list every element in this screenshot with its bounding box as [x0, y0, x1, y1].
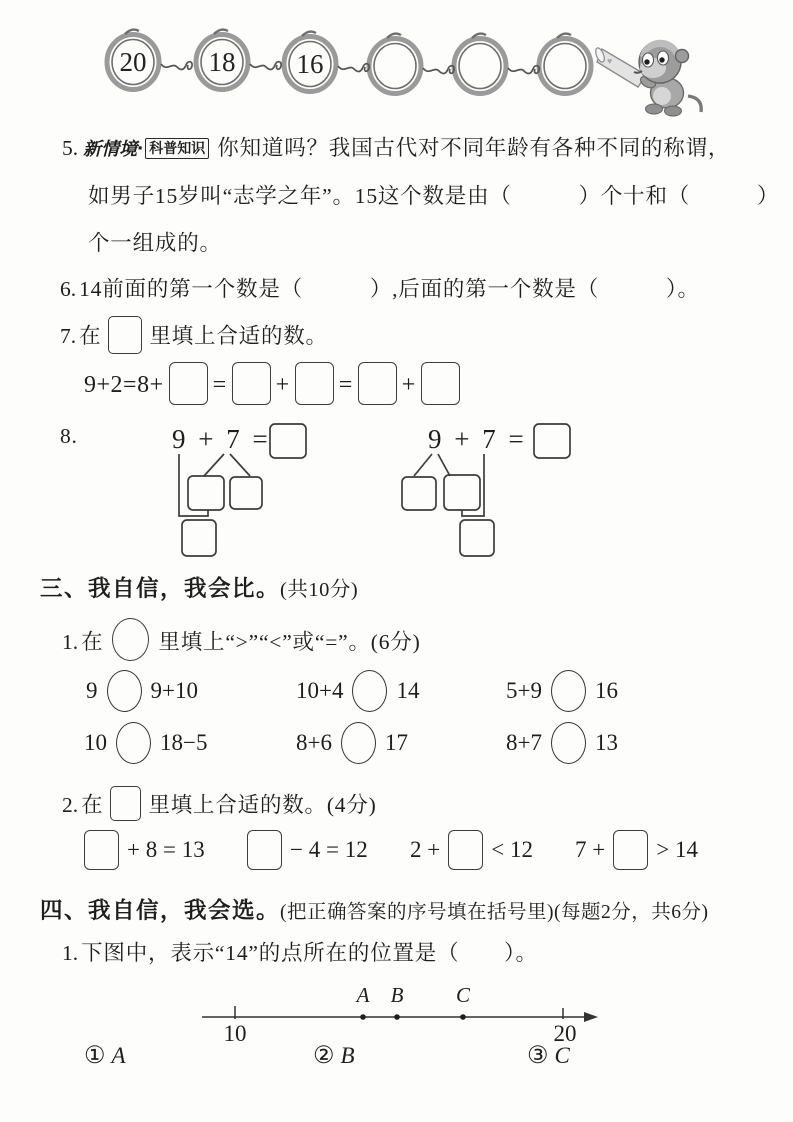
question-7-pre: 在 [79, 324, 102, 348]
point-label-c: C [455, 983, 471, 1007]
comparison-circle [551, 722, 586, 764]
comparison-circle [341, 722, 376, 764]
question-6 [60, 272, 700, 303]
chain-value: 20 [119, 47, 147, 77]
option-3 [527, 1041, 570, 1070]
option-2 [313, 1041, 355, 1070]
badge-dot: · [137, 136, 145, 160]
compare-item [296, 722, 408, 764]
answer-box [295, 362, 334, 405]
fill-text: > 14 [656, 837, 698, 862]
equation-part: = [338, 372, 353, 398]
comparison-circle [352, 670, 387, 712]
compare-left: 10 [84, 730, 107, 755]
question-number: 2. [62, 793, 79, 817]
compare-left: 5+9 [506, 678, 542, 703]
answer-box [270, 424, 306, 458]
arrowhead-icon [584, 1012, 598, 1022]
answer-box [448, 830, 483, 870]
point-label-b: B [390, 983, 404, 1007]
compare-right: 14 [396, 678, 420, 703]
compare-left: 8+7 [506, 730, 542, 755]
equation-part: 9+2=8+ [84, 372, 164, 398]
question-7 [60, 316, 328, 354]
compare-item [506, 670, 618, 712]
chain-ring-1 [107, 30, 159, 90]
compare-item [296, 670, 419, 712]
fill-text: 7 + [575, 837, 606, 862]
question-pre-text: 在 [81, 793, 104, 817]
answer-box [108, 316, 142, 354]
section-4-title: 四、我自信，我会选。 [40, 898, 281, 923]
equation-part: + [275, 372, 290, 398]
question-6-number: 6. [60, 277, 77, 301]
question-pre-text: 在 [81, 630, 104, 654]
new-context-badge [83, 135, 209, 161]
point-dot-c [460, 1014, 466, 1020]
tick-label-start: 10 [223, 1021, 247, 1046]
answer-box [402, 477, 436, 510]
compare-left: 10+4 [296, 678, 344, 703]
fill-text: + 8 = 13 [127, 837, 205, 862]
answer-box [460, 520, 494, 556]
question-5-line-3: 个一组成的。 [88, 231, 222, 255]
chain-ring-2 [196, 30, 248, 90]
compare-left: 8+6 [296, 730, 332, 755]
question-8-right-diagram [400, 418, 580, 563]
comparison-circle [116, 722, 151, 764]
comparison-circle [112, 618, 149, 661]
option-mark: ② [313, 1043, 335, 1069]
chain-value: 18 [208, 47, 236, 77]
answer-box [84, 830, 119, 870]
option-label: A [111, 1043, 126, 1068]
section-3-question-2 [62, 786, 377, 821]
answer-box [444, 475, 480, 510]
fill-text: − 4 = 12 [290, 837, 368, 862]
compare-item [86, 670, 198, 712]
answer-box [188, 476, 224, 510]
chain-ring-5-empty [454, 34, 506, 94]
compare-right: 17 [384, 730, 408, 755]
compare-right: 16 [594, 678, 618, 703]
expression-label: 9 + 7 = [428, 424, 527, 454]
heart-icon: ♥ [607, 56, 613, 66]
point-dot-a [360, 1014, 366, 1020]
compare-left: 9 [86, 678, 98, 703]
question-post-text: 里填上“>”“<”或“=”。(6分) [158, 630, 421, 654]
fill-item [575, 830, 698, 870]
fill-text: 2 + [410, 837, 441, 862]
answer-box [230, 477, 262, 509]
chain-ring-3 [284, 32, 336, 92]
number-line-diagram [188, 983, 608, 1047]
answer-box [169, 362, 208, 405]
answer-box [232, 362, 271, 405]
section-3-question-1 [62, 618, 421, 661]
question-text: 下图中，表示“14”的点所在的位置是（ ）。 [81, 941, 538, 965]
section-3-title: 三、我自信，我会比。 [40, 576, 281, 601]
answer-box [534, 424, 570, 458]
option-label: B [340, 1043, 355, 1068]
answer-box [613, 830, 648, 870]
point-label-a: A [356, 983, 370, 1007]
answer-box [110, 786, 141, 821]
option-mark: ③ [527, 1043, 549, 1069]
section-4-question-1 [62, 936, 538, 967]
question-6-text: 14前面的第一个数是（ ）,后面的第一个数是（ ）。 [79, 277, 700, 301]
fill-item [410, 830, 533, 870]
fill-text: < 12 [491, 837, 533, 862]
answer-box [421, 362, 460, 405]
section-3-score: (共10分) [280, 579, 359, 601]
question-8-left-diagram [152, 418, 327, 563]
option-1 [84, 1041, 126, 1070]
answer-box [358, 362, 397, 405]
section-3-header [40, 571, 358, 603]
number-chain-illustration [0, 0, 793, 130]
expression-label: 9 + 7 = [172, 424, 271, 454]
option-label: C [554, 1043, 570, 1068]
compare-right: 9+10 [150, 678, 198, 703]
answer-box [247, 830, 282, 870]
question-number: 1. [62, 941, 79, 965]
equation-part: + [401, 372, 416, 398]
compare-right: 13 [594, 730, 618, 755]
section-4-header [40, 893, 709, 925]
equation-part: = [212, 372, 227, 398]
comparison-circle [107, 670, 142, 712]
question-post-text: 里填上合适的数。(4分) [148, 793, 377, 817]
badge-main-label: 新情境 [83, 139, 138, 159]
badge-boxed-label: 科普知识 [145, 138, 209, 159]
compare-item [506, 722, 618, 764]
section-4-note: (把正确答案的序号填在括号里)(每题2分，共6分) [280, 902, 709, 923]
monkey-mascot-illustration [594, 40, 701, 116]
point-dot-b [394, 1014, 400, 1020]
question-7-post: 里填上合适的数。 [149, 324, 328, 348]
fill-item [84, 830, 205, 870]
chain-ring-4-empty [369, 34, 421, 94]
option-mark: ① [84, 1043, 106, 1069]
chain-value: 16 [296, 49, 324, 79]
question-5-number: 5. [62, 136, 79, 160]
question-number: 1. [62, 630, 79, 654]
question-5-text: 你知道吗？我国古代对不同年龄有各种不同的称谓， [217, 136, 731, 160]
question-5-line-2: 如男子15岁叫“志学之年”。15这个数是由（ ）个十和（ ） [88, 184, 780, 208]
comparison-circle [551, 670, 586, 712]
chain-ring-6-empty [539, 34, 591, 94]
compare-right: 18−5 [160, 730, 208, 755]
compare-item [84, 722, 207, 764]
answer-box [182, 520, 216, 556]
question-5-line-1 [62, 131, 730, 162]
question-7-equation [84, 362, 465, 405]
fill-item [247, 830, 368, 870]
question-8-number: 8. [60, 424, 78, 448]
tick-label-end: 20 [553, 1021, 577, 1046]
question-7-number: 7. [60, 324, 77, 348]
